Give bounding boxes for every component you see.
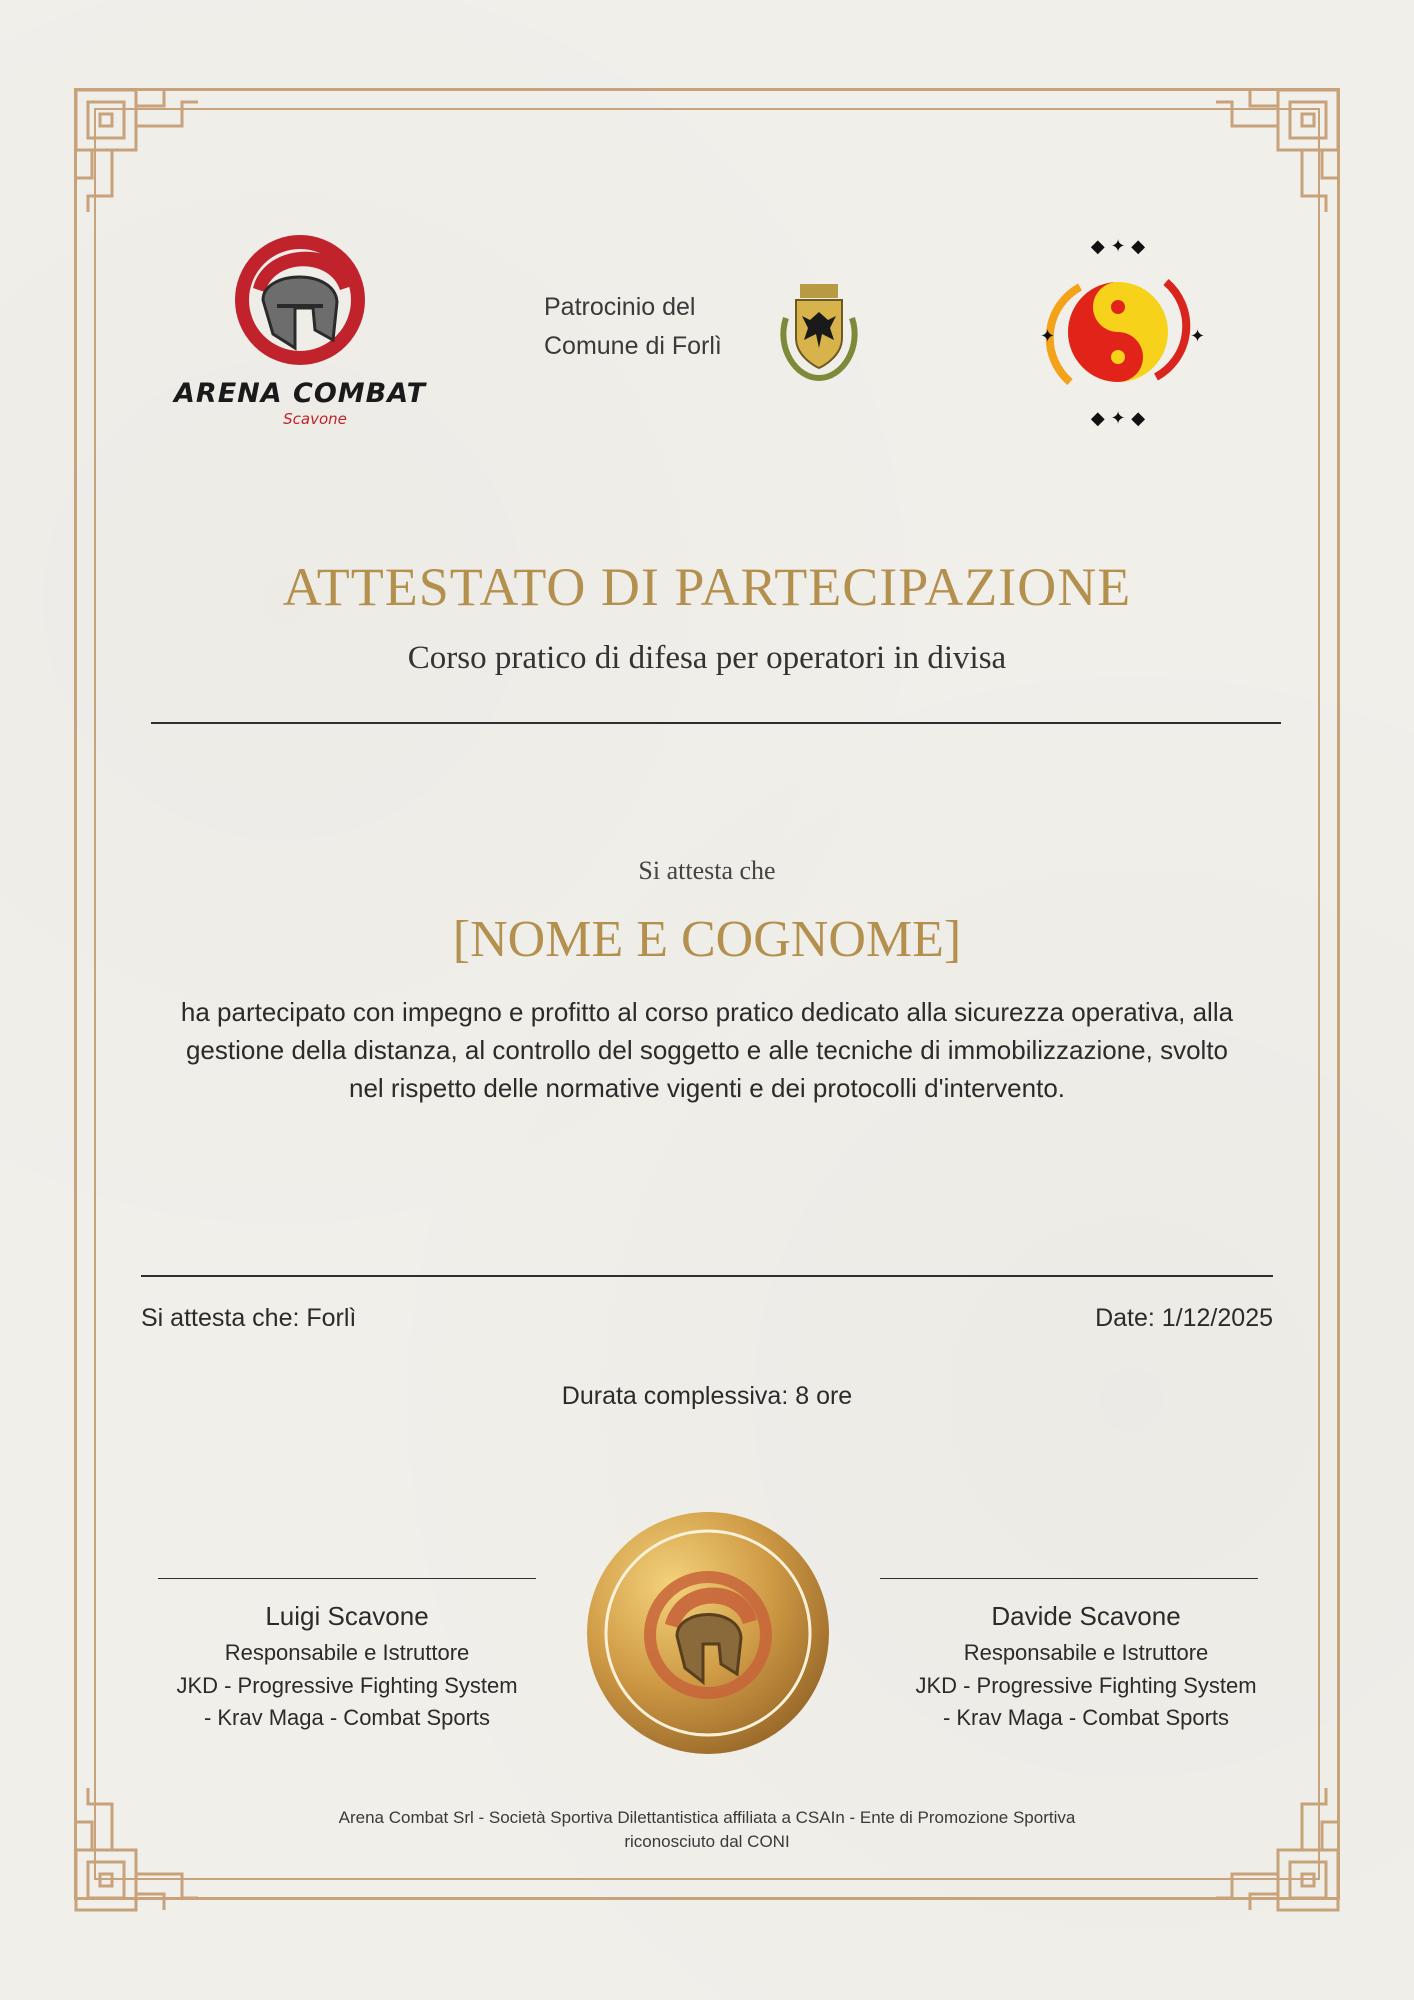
- yin-yang-jkd-icon: [1020, 232, 1216, 432]
- signer-discipline: JKD - Progressive Fighting System: [915, 1673, 1257, 1698]
- signer-discipline: JKD - Progressive Fighting System: [176, 1673, 518, 1698]
- svg-text:◆ ✦ ◆: ◆ ✦ ◆: [1090, 236, 1146, 257]
- attest-label: Si attesta che: [638, 856, 776, 885]
- certificate-subtitle: Corso pratico di difesa per operatori in divisa: [407, 640, 1007, 676]
- city-crest-icon: [776, 278, 862, 382]
- certificate-body: ha partecipato con impegno e profitto al corso pratico dedicato alla sicurezza operativa, alla gestione della distanza, al controllo del soggetto e alle tecniche di immobilizzazione, svolto nel rispetto delle normative vigenti e dei protocolli d'intervento.: [180, 997, 1234, 1103]
- jkd-logo: [1020, 232, 1216, 432]
- signer-role: Responsabile e Istruttore: [224, 1640, 470, 1665]
- signer-role: Responsabile e Istruttore: [963, 1640, 1209, 1665]
- signer-discipline: - Krav Maga - Combat Sports: [203, 1705, 491, 1730]
- patronage-text: [544, 288, 774, 366]
- certificate-title: ATTESTATO DI PARTECIPAZIONE: [282, 557, 1132, 617]
- signer-name: Luigi Scavone: [265, 1601, 429, 1631]
- signer-discipline: - Krav Maga - Combat Sports: [942, 1705, 1230, 1730]
- signer-name: Davide Scavone: [991, 1601, 1181, 1631]
- signer-left: [127, 1596, 567, 1734]
- fret-corner-icon: [72, 1784, 202, 1914]
- fret-corner-icon: [72, 86, 202, 216]
- arena-combat-logo: [155, 230, 445, 430]
- footer-line-2: riconosciuto dal CONI: [624, 1832, 790, 1851]
- signature-line-right: [880, 1578, 1258, 1579]
- svg-text:✦: ✦: [1040, 326, 1056, 347]
- brand-subtitle: Scavone: [283, 410, 347, 428]
- svg-text:✦: ✦: [1190, 326, 1206, 347]
- footer-note: [230, 1806, 1184, 1854]
- fret-corner-icon: [1212, 86, 1342, 216]
- patronage-line-2: Comune di Forlì: [544, 332, 722, 360]
- patronage-line-1: Patrocinio del: [544, 293, 696, 321]
- place-text: Si attesta che: Forlì: [141, 1304, 357, 1332]
- svg-text:◆ ✦ ◆: ◆ ✦ ◆: [1090, 408, 1146, 429]
- signer-right: [866, 1596, 1306, 1734]
- gold-seal-icon: [585, 1510, 831, 1756]
- duration-text: Durata complessiva: 8 ore: [561, 1382, 853, 1410]
- date-text: Date: 1/12/2025: [1095, 1304, 1273, 1332]
- title-divider: [151, 722, 1281, 724]
- recipient-name: [NOME E COGNOME]: [452, 911, 962, 968]
- brand-name: ARENA COMBAT: [174, 378, 426, 409]
- spartan-helmet-icon: [155, 230, 445, 380]
- signature-line-left: [158, 1578, 536, 1579]
- fret-corner-icon: [1212, 1784, 1342, 1914]
- details-divider: [141, 1275, 1273, 1277]
- footer-line-1: Arena Combat Srl - Società Sportiva Dilettantistica affiliata a CSAIn - Ente di Promozione Sportiva: [338, 1808, 1076, 1827]
